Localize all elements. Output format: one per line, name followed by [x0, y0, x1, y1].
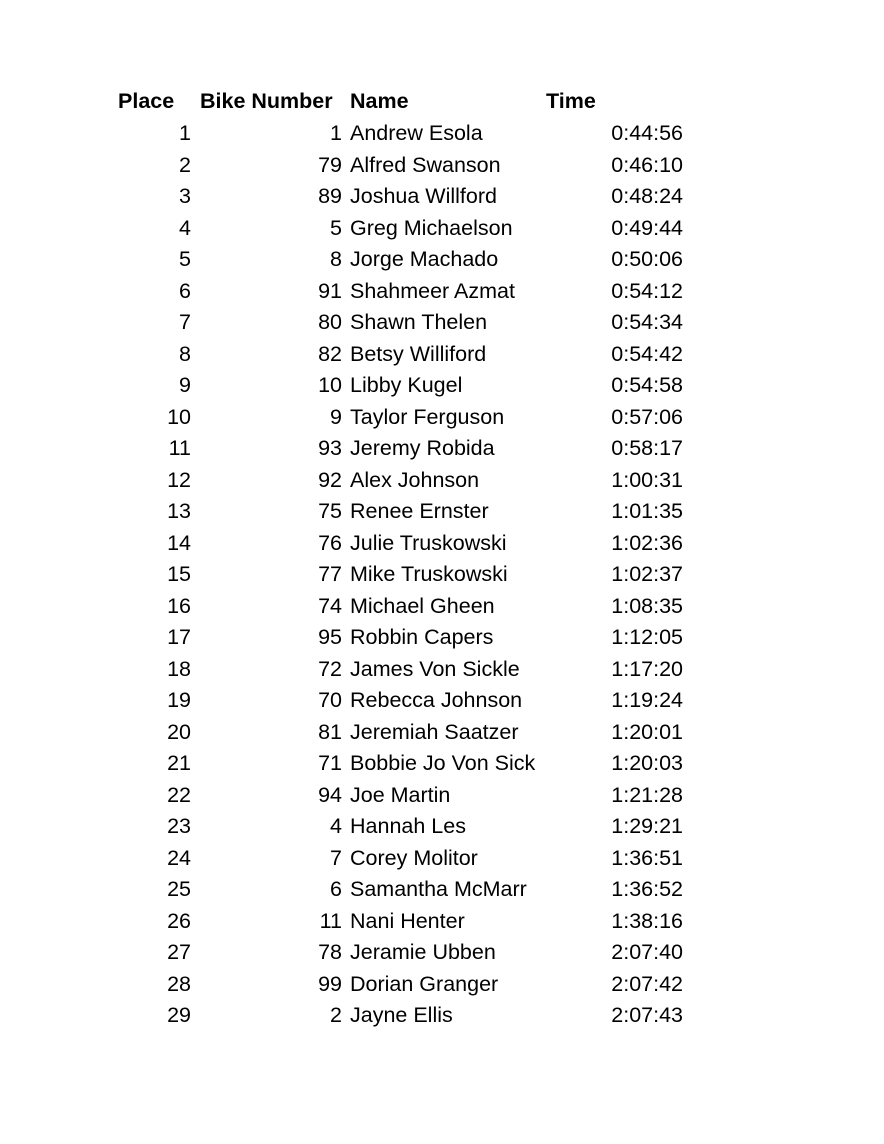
- table-row: [0, 528, 884, 559]
- cell-place: 20: [167, 719, 191, 744]
- cell-time: 2:07:42: [611, 971, 683, 996]
- header-name: Name: [350, 89, 409, 113]
- table-row: [0, 181, 884, 212]
- cell-name: Dorian Granger: [350, 971, 499, 996]
- cell-bike-number: 94: [318, 782, 342, 807]
- cell-place: 12: [167, 467, 191, 492]
- cell-place: 25: [167, 877, 191, 901]
- cell-place: 29: [167, 1003, 191, 1027]
- cell-bike-number: 11: [319, 908, 342, 933]
- cell-place: 4: [179, 215, 191, 240]
- table-row: [0, 685, 884, 716]
- cell-bike-number: 79: [318, 152, 342, 177]
- cell-time: 0:50:06: [611, 247, 683, 271]
- cell-name: Hannah Les: [350, 814, 466, 838]
- cell-time: 0:54:58: [611, 373, 683, 397]
- cell-name: Bobbie Jo Von Sick: [350, 751, 536, 775]
- cell-place: 15: [167, 562, 191, 586]
- header-bike-number: Bike Number: [200, 89, 333, 113]
- cell-place: 2: [179, 152, 191, 177]
- cell-name: Jayne Ellis: [350, 1003, 453, 1027]
- cell-bike-number: 5: [330, 215, 342, 240]
- cell-time: 1:21:28: [611, 782, 683, 807]
- header-time: Time: [546, 89, 596, 113]
- table-row: [0, 811, 884, 842]
- table-row: [0, 150, 884, 181]
- cell-name: Nani Henter: [350, 908, 465, 933]
- table-row: [0, 591, 884, 622]
- table-row: [0, 339, 884, 370]
- cell-name: Samantha McMarr: [350, 877, 527, 901]
- cell-place: 17: [167, 625, 191, 649]
- cell-time: 0:54:34: [611, 310, 683, 334]
- cell-name: Julie Truskowski: [350, 530, 507, 555]
- table-row: [0, 780, 884, 811]
- cell-bike-number: 89: [318, 184, 342, 208]
- cell-bike-number: 1: [330, 121, 342, 145]
- cell-bike-number: 93: [318, 436, 342, 460]
- cell-bike-number: 4: [330, 814, 342, 838]
- cell-bike-number: 76: [318, 530, 342, 555]
- table-row: [0, 622, 884, 653]
- cell-name: Shawn Thelen: [350, 310, 488, 334]
- cell-place: 9: [179, 373, 191, 397]
- table-row: [0, 748, 884, 779]
- cell-time: 1:02:36: [611, 530, 683, 555]
- table-header-row: [0, 86, 884, 117]
- cell-bike-number: 99: [318, 971, 342, 996]
- cell-time: 0:48:24: [611, 184, 683, 208]
- cell-name: Joshua Willford: [350, 184, 497, 208]
- cell-place: 22: [167, 782, 191, 807]
- cell-place: 7: [179, 310, 191, 334]
- cell-time: 1:36:52: [611, 877, 683, 901]
- cell-name: Betsy Williford: [350, 341, 487, 366]
- cell-bike-number: 95: [318, 625, 342, 649]
- table-row: [0, 654, 884, 685]
- cell-time: 1:19:24: [611, 688, 683, 712]
- cell-place: 28: [167, 971, 191, 996]
- table-row: [0, 465, 884, 496]
- table-row: [0, 496, 884, 527]
- table-row: [0, 118, 884, 149]
- cell-time: 1:29:21: [611, 814, 683, 838]
- cell-name: Alex Johnson: [350, 467, 480, 492]
- cell-place: 23: [167, 814, 191, 838]
- cell-time: 1:08:35: [611, 593, 683, 618]
- cell-time: 0:49:44: [611, 215, 683, 240]
- cell-name: Mike Truskowski: [350, 562, 508, 586]
- header-place: Place: [118, 89, 175, 113]
- cell-name: Alfred Swanson: [350, 152, 501, 177]
- cell-name: Jeremiah Saatzer: [350, 719, 519, 744]
- cell-place: 21: [167, 751, 191, 775]
- cell-name: Joe Martin: [350, 782, 451, 807]
- cell-place: 6: [179, 278, 191, 303]
- cell-place: 14: [167, 530, 191, 555]
- cell-name: Andrew Esola: [350, 121, 483, 145]
- cell-bike-number: 75: [318, 499, 342, 523]
- cell-bike-number: 6: [330, 877, 342, 901]
- cell-bike-number: 80: [318, 310, 342, 334]
- cell-name: James Von Sickle: [350, 656, 520, 681]
- table-row: [0, 307, 884, 338]
- cell-time: 0:54:12: [611, 278, 683, 303]
- cell-place: 26: [167, 908, 191, 933]
- cell-name: Michael Gheen: [350, 593, 495, 618]
- table-row: [0, 937, 884, 968]
- cell-name: Jeramie Ubben: [350, 940, 496, 964]
- cell-place: 13: [167, 499, 191, 523]
- cell-bike-number: 7: [330, 845, 342, 870]
- cell-name: Jorge Machado: [350, 247, 499, 271]
- cell-bike-number: 91: [318, 278, 342, 303]
- cell-time: 1:02:37: [611, 562, 683, 586]
- cell-time: 1:38:16: [611, 908, 683, 933]
- table-row: [0, 370, 884, 401]
- cell-bike-number: 77: [318, 562, 342, 586]
- cell-time: 1:17:20: [611, 656, 683, 681]
- cell-place: 1: [179, 121, 191, 145]
- table-row: [0, 433, 884, 464]
- cell-place: 10: [167, 404, 191, 429]
- cell-place: 8: [179, 341, 191, 366]
- table-row: [0, 717, 884, 748]
- cell-place: 27: [167, 940, 191, 964]
- cell-bike-number: 8: [330, 247, 342, 271]
- cell-name: Libby Kugel: [350, 373, 463, 397]
- table-row: [0, 402, 884, 433]
- cell-bike-number: 92: [318, 467, 342, 492]
- table-row: [0, 213, 884, 244]
- cell-time: 1:00:31: [611, 467, 683, 492]
- cell-time: 0:58:17: [611, 436, 683, 460]
- cell-name: Shahmeer Azmat: [350, 278, 515, 303]
- table-row: [0, 244, 884, 275]
- cell-place: 24: [167, 845, 191, 870]
- cell-name: Corey Molitor: [350, 845, 478, 870]
- cell-bike-number: 78: [318, 940, 342, 964]
- cell-bike-number: 72: [318, 656, 342, 681]
- table-row: [0, 906, 884, 937]
- cell-time: 0:44:56: [611, 121, 683, 145]
- cell-place: 5: [179, 247, 191, 271]
- cell-time: 1:20:01: [611, 719, 683, 744]
- table-row: [0, 969, 884, 1000]
- table-row: [0, 874, 884, 905]
- cell-name: Taylor Ferguson: [350, 404, 505, 429]
- cell-time: 1:01:35: [611, 499, 683, 523]
- cell-time: 1:20:03: [611, 751, 683, 775]
- cell-bike-number: 9: [330, 404, 342, 429]
- cell-bike-number: 81: [318, 719, 342, 744]
- table-row: [0, 276, 884, 307]
- cell-name: Jeremy Robida: [350, 436, 495, 460]
- cell-bike-number: 74: [318, 593, 342, 618]
- cell-place: 16: [167, 593, 191, 618]
- cell-bike-number: 71: [318, 751, 342, 775]
- cell-time: 1:12:05: [611, 625, 683, 649]
- table-row: [0, 1000, 884, 1031]
- cell-name: Robbin Capers: [350, 625, 494, 649]
- cell-time: 1:36:51: [611, 845, 683, 870]
- cell-name: Greg Michaelson: [350, 215, 513, 240]
- cell-bike-number: 82: [318, 341, 342, 366]
- cell-time: 2:07:43: [611, 1003, 683, 1027]
- table-row: [0, 559, 884, 590]
- cell-place: 3: [179, 184, 191, 208]
- cell-time: 2:07:40: [611, 940, 683, 964]
- cell-name: Renee Ernster: [350, 499, 489, 523]
- cell-bike-number: 10: [318, 373, 342, 397]
- cell-time: 0:54:42: [611, 341, 683, 366]
- cell-name: Rebecca Johnson: [350, 688, 523, 712]
- cell-bike-number: 70: [318, 688, 342, 712]
- cell-time: 0:57:06: [611, 404, 683, 429]
- cell-time: 0:46:10: [611, 152, 683, 177]
- cell-place: 19: [167, 688, 191, 712]
- cell-bike-number: 2: [330, 1003, 342, 1027]
- cell-place: 18: [167, 656, 191, 681]
- cell-place: 11: [168, 436, 191, 460]
- table-row: [0, 843, 884, 874]
